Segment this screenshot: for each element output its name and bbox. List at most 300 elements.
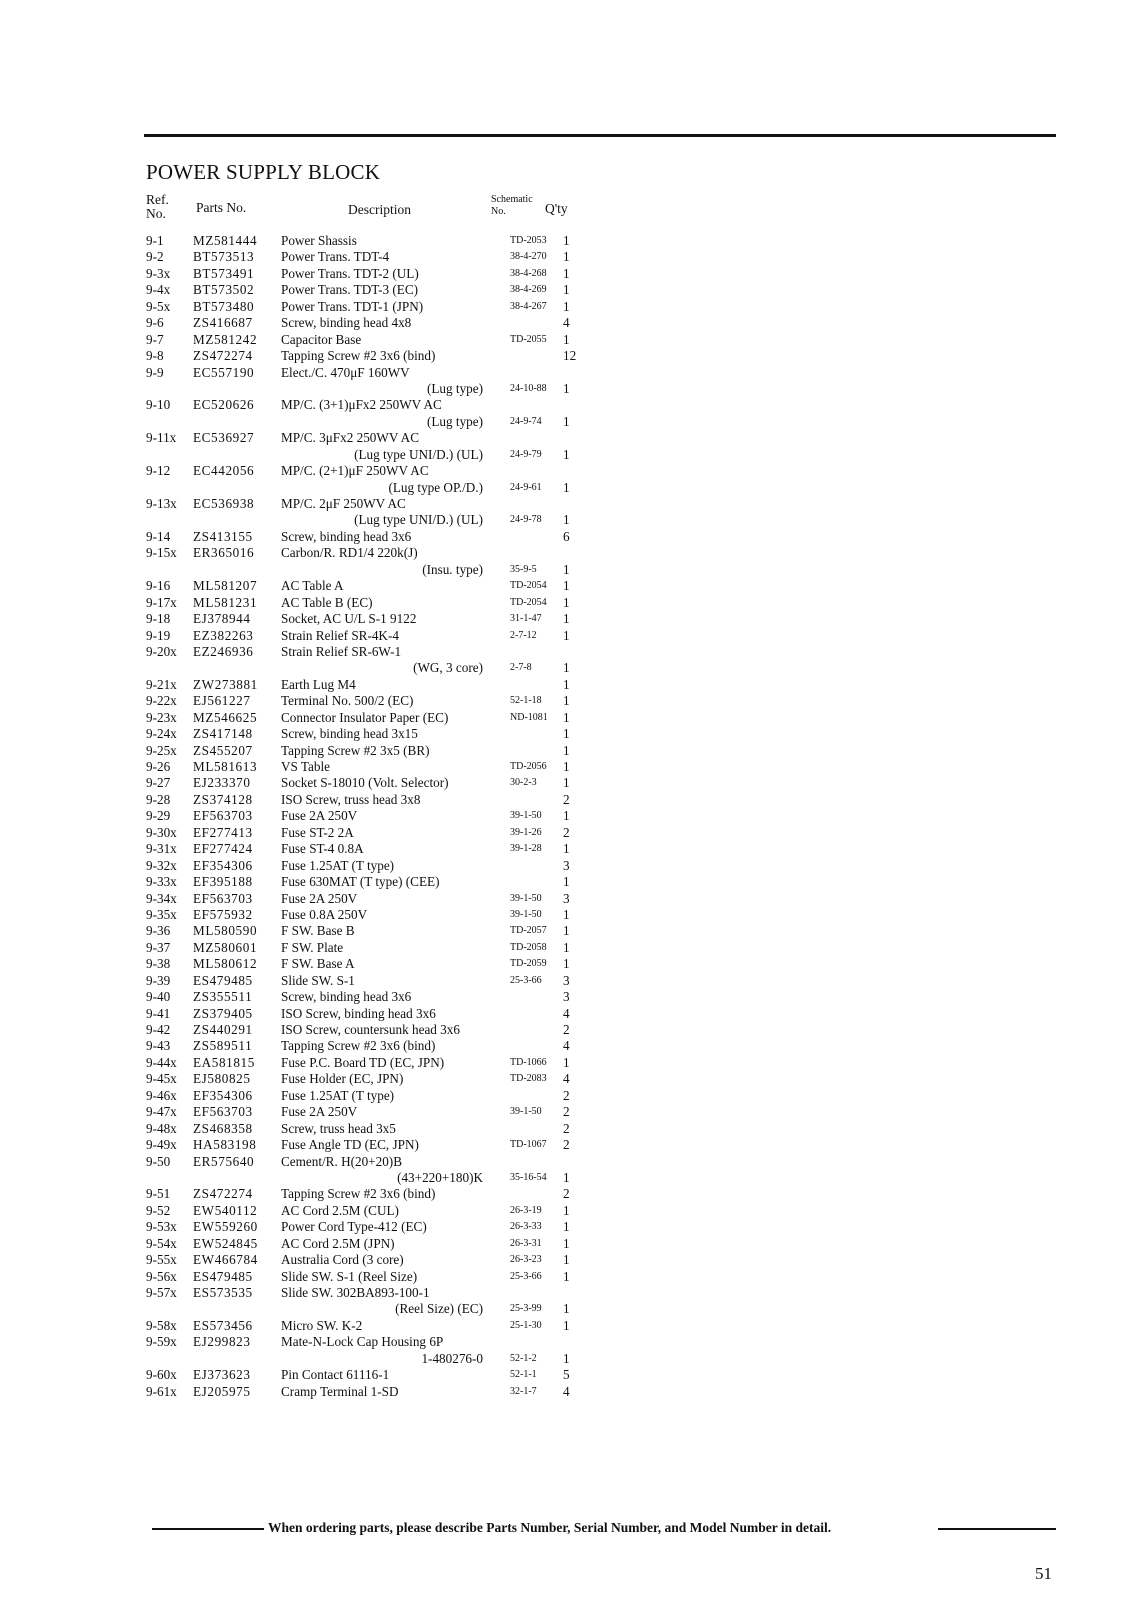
parts-no-cell: ZS374128 — [193, 791, 253, 807]
description-cell: AC Cord 2.5M (CUL) — [281, 1202, 399, 1218]
table-row — [0, 1252, 600, 1268]
description-cell: Earth Lug M4 — [281, 676, 356, 692]
schematic-no-cell: 35-9-5 — [510, 563, 537, 575]
parts-no-cell: EF575932 — [193, 906, 253, 922]
schematic-no-cell: TD-2058 — [510, 941, 547, 953]
table-row — [0, 397, 600, 413]
parts-no-cell: ER365016 — [193, 545, 255, 561]
description-cell: Fuse Holder (EC, JPN) — [281, 1071, 404, 1087]
description-cell: F SW. Plate — [281, 939, 344, 955]
table-row — [0, 578, 600, 594]
description-cell: Socket, AC U/L S-1 9122 — [281, 611, 417, 627]
table-row — [0, 1170, 600, 1186]
qty-cell: 1 — [563, 1301, 570, 1317]
qty-cell: 1 — [563, 298, 570, 314]
description-cell: (Lug type) — [426, 380, 483, 396]
schematic-no-cell: 24-9-61 — [510, 481, 542, 493]
schematic-no-cell: 26-3-31 — [510, 1237, 542, 1249]
qty-cell: 1 — [563, 726, 570, 742]
parts-no-cell: MZ581242 — [193, 331, 258, 347]
ref-cell: 9-46x — [146, 1087, 177, 1103]
qty-cell: 1 — [563, 1054, 570, 1070]
description-cell: Tapping Screw #2 3x6 (bind) — [281, 348, 436, 364]
schematic-no-cell: TD-2059 — [510, 958, 547, 970]
parts-no-cell: ZS455207 — [193, 742, 253, 758]
ref-cell: 9-16 — [146, 578, 171, 594]
schematic-no-cell: 24-9-74 — [510, 415, 542, 427]
parts-no-cell: EF277413 — [193, 824, 253, 840]
ref-cell: 9-56x — [146, 1268, 177, 1284]
ref-cell: 9-34x — [146, 890, 177, 906]
ref-cell: 9-17x — [146, 594, 177, 610]
qty-cell: 1 — [563, 676, 570, 692]
qty-cell: 1 — [563, 1350, 570, 1366]
schematic-no-cell: 38-4-269 — [510, 284, 547, 296]
description-cell: (WG, 3 core) — [413, 660, 483, 676]
description-cell: Fuse ST-2 2A — [281, 824, 354, 840]
table-row — [0, 381, 600, 397]
ref-cell: 9-29 — [146, 808, 171, 824]
qty-cell: 2 — [563, 1087, 570, 1103]
qty-cell: 1 — [563, 479, 570, 495]
qty-cell: 1 — [563, 282, 570, 298]
qty-cell: 1 — [563, 561, 570, 577]
parts-no-cell: EF395188 — [193, 874, 253, 890]
qty-cell: 5 — [563, 1367, 570, 1383]
qty-cell: 2 — [563, 1137, 570, 1153]
table-row — [0, 973, 600, 989]
ref-cell: 9-8 — [146, 348, 164, 364]
table-row — [0, 1351, 600, 1367]
schematic-no-cell: TD-2083 — [510, 1073, 547, 1085]
header-schematic-no: Schematic No. — [491, 194, 533, 217]
ref-cell: 9-48x — [146, 1120, 177, 1136]
qty-cell: 4 — [563, 1005, 570, 1021]
schematic-no-cell: 25-3-66 — [510, 974, 542, 986]
table-row — [0, 759, 600, 775]
ref-cell: 9-19 — [146, 627, 171, 643]
table-row — [0, 562, 600, 578]
qty-cell: 1 — [563, 249, 570, 265]
qty-cell: 2 — [563, 824, 570, 840]
table-row — [0, 1384, 600, 1400]
table-row — [0, 726, 600, 742]
qty-cell: 1 — [563, 939, 570, 955]
qty-cell: 1 — [563, 808, 570, 824]
qty-cell: 1 — [563, 956, 570, 972]
qty-cell: 1 — [563, 413, 570, 429]
table-row — [0, 332, 600, 348]
ref-cell: 9-41 — [146, 1005, 171, 1021]
footer-rule-right — [938, 1528, 1056, 1530]
ref-cell: 9-15x — [146, 545, 177, 561]
description-cell: AC Cord 2.5M (JPN) — [281, 1235, 395, 1251]
ref-cell: 9-27 — [146, 775, 171, 791]
description-cell: Strain Relief SR-6W-1 — [281, 643, 402, 659]
description-cell: ISO Screw, truss head 3x8 — [281, 791, 421, 807]
qty-cell: 1 — [563, 1317, 570, 1333]
ref-cell: 9-30x — [146, 824, 177, 840]
ref-cell: 9-32x — [146, 857, 177, 873]
ref-cell: 9-9 — [146, 364, 164, 380]
description-cell: (Reel Size) (EC) — [395, 1301, 483, 1317]
header-description: Description — [348, 202, 411, 217]
qty-cell: 12 — [563, 348, 577, 364]
table-row — [0, 1088, 600, 1104]
table-row — [0, 956, 600, 972]
ref-cell: 9-24x — [146, 726, 177, 742]
table-row — [0, 480, 600, 496]
parts-no-cell: ML580612 — [193, 956, 258, 972]
schematic-no-cell: TD-2055 — [510, 333, 547, 345]
parts-no-cell: ZS416687 — [193, 315, 253, 331]
description-cell: Fuse 1.25AT (T type) — [281, 1087, 395, 1103]
table-row — [0, 743, 600, 759]
description-cell: ISO Screw, binding head 3x6 — [281, 1005, 436, 1021]
qty-cell: 1 — [563, 380, 570, 396]
description-cell: Fuse Angle TD (EC, JPN) — [281, 1137, 419, 1153]
qty-cell: 1 — [563, 759, 570, 774]
qty-cell: 2 — [563, 1022, 570, 1037]
table-row — [0, 1236, 600, 1252]
table-row — [0, 463, 600, 479]
qty-cell: 1 — [563, 1219, 570, 1235]
parts-no-cell: EJ561227 — [193, 693, 251, 709]
ref-cell: 9-45x — [146, 1071, 177, 1087]
table-row — [0, 1203, 600, 1219]
description-cell: Mate-N-Lock Cap Housing 6P — [281, 1334, 444, 1350]
qty-cell: 1 — [563, 775, 570, 791]
description-cell: Fuse 1.25AT (T type) — [281, 857, 395, 873]
description-cell: (Lug type UNI/D.) (UL) — [354, 512, 483, 528]
description-cell: AC Table A — [281, 578, 344, 594]
qty-cell: 2 — [563, 1120, 570, 1136]
ref-cell: 9-52 — [146, 1202, 171, 1218]
table-row — [0, 282, 600, 298]
ref-cell: 9-14 — [146, 528, 171, 544]
table-row — [0, 923, 600, 939]
table-row — [0, 414, 600, 430]
schematic-no-cell: TD-2054 — [510, 596, 547, 608]
qty-cell: 1 — [563, 1235, 570, 1251]
ref-cell: 9-61x — [146, 1383, 177, 1399]
schematic-no-cell: 39-1-26 — [510, 826, 542, 838]
qty-cell: 1 — [563, 923, 570, 939]
ref-cell: 9-58x — [146, 1317, 177, 1333]
table-row — [0, 447, 600, 463]
description-cell: MP/C. 3μFx2 250WV AC — [281, 430, 419, 446]
parts-no-cell: ER575640 — [193, 1153, 255, 1169]
parts-no-cell: ZS440291 — [193, 1022, 253, 1037]
table-row — [0, 644, 600, 660]
description-cell: Capacitor Base — [281, 331, 362, 347]
table-row — [0, 249, 600, 265]
schematic-no-cell: 35-16-54 — [510, 1171, 547, 1183]
parts-no-cell: EJ299823 — [193, 1334, 251, 1350]
qty-cell: 1 — [563, 578, 570, 594]
qty-cell: 4 — [563, 1038, 570, 1054]
description-cell: Fuse 2A 250V — [281, 890, 358, 906]
ref-cell: 9-20x — [146, 643, 177, 659]
parts-no-cell: ZS355511 — [193, 989, 253, 1005]
qty-cell: 2 — [563, 1186, 570, 1202]
parts-no-cell: ML581231 — [193, 594, 258, 610]
schematic-no-cell: 39-1-50 — [510, 810, 542, 822]
parts-no-cell: EW524845 — [193, 1235, 258, 1251]
ref-cell: 9-31x — [146, 841, 177, 857]
description-cell: Fuse 0.8A 250V — [281, 906, 368, 922]
parts-no-cell: ZS589511 — [193, 1038, 253, 1054]
schematic-no-cell: 39-1-28 — [510, 843, 542, 855]
schematic-no-cell: 25-3-66 — [510, 1270, 542, 1282]
qty-cell: 2 — [563, 791, 570, 807]
table-row — [0, 1022, 600, 1038]
parts-no-cell: ML581613 — [193, 759, 258, 774]
table-row — [0, 1334, 600, 1350]
section-title: POWER SUPPLY BLOCK — [146, 160, 381, 184]
parts-no-cell: EZ246936 — [193, 643, 254, 659]
description-cell: Australia Cord (3 core) — [281, 1252, 404, 1268]
qty-cell: 4 — [563, 1071, 570, 1087]
description-cell: (43+220+180)K — [397, 1169, 483, 1185]
schematic-no-cell: 2-7-12 — [510, 629, 537, 641]
description-cell: ISO Screw, countersunk head 3x6 — [281, 1022, 460, 1037]
description-cell: MP/C. 2μF 250WV AC — [281, 496, 406, 511]
ref-cell: 9-7 — [146, 331, 164, 347]
description-cell: Micro SW. K-2 — [281, 1317, 363, 1333]
parts-no-cell: EW540112 — [193, 1202, 258, 1218]
description-cell: Power Cord Type-412 (EC) — [281, 1219, 427, 1235]
table-row — [0, 1038, 600, 1054]
parts-no-cell: EC442056 — [193, 463, 255, 479]
parts-no-cell: BT573480 — [193, 298, 255, 314]
parts-no-cell: ZW273881 — [193, 676, 258, 692]
ref-cell: 9-26 — [146, 759, 171, 774]
description-cell: MP/C. (3+1)μFx2 250WV AC — [281, 397, 442, 413]
table-row — [0, 792, 600, 808]
description-cell: Carbon/R. RD1/4 220k(J) — [281, 545, 418, 561]
table-row — [0, 348, 600, 364]
schematic-no-cell: 39-1-50 — [510, 908, 542, 920]
schematic-no-cell: 24-10-88 — [510, 382, 547, 394]
parts-no-cell: EF563703 — [193, 808, 253, 824]
qty-cell: 1 — [563, 841, 570, 857]
table-row — [0, 1318, 600, 1334]
table-row — [0, 1219, 600, 1235]
parts-no-cell: EC536927 — [193, 430, 255, 446]
ref-cell: 9-2 — [146, 249, 164, 265]
parts-table — [0, 233, 600, 1400]
ref-cell: 9-33x — [146, 874, 177, 890]
ref-cell: 9-6 — [146, 315, 164, 331]
description-cell: VS Table — [281, 759, 331, 774]
ref-cell: 9-47x — [146, 1104, 177, 1120]
ref-cell: 9-28 — [146, 791, 171, 807]
table-row — [0, 365, 600, 381]
table-row — [0, 775, 600, 791]
ref-cell: 9-54x — [146, 1235, 177, 1251]
parts-no-cell: ZS413155 — [193, 528, 253, 544]
schematic-no-cell: TD-1066 — [510, 1056, 547, 1068]
parts-no-cell: BT573502 — [193, 282, 255, 298]
table-row — [0, 595, 600, 611]
table-row — [0, 1301, 600, 1317]
ref-cell: 9-35x — [146, 906, 177, 922]
description-cell: Cramp Terminal 1-SD — [281, 1383, 399, 1399]
ref-cell: 9-37 — [146, 939, 171, 955]
parts-no-cell: MZ581444 — [193, 233, 258, 248]
ref-cell: 9-50 — [146, 1153, 171, 1169]
table-row — [0, 496, 600, 512]
qty-cell: 3 — [563, 972, 570, 988]
ref-cell: 9-59x — [146, 1334, 177, 1350]
table-row — [0, 233, 600, 249]
schematic-no-cell: 39-1-50 — [510, 1106, 542, 1118]
table-row — [0, 891, 600, 907]
schematic-no-cell: 38-4-270 — [510, 251, 547, 263]
parts-no-cell: ES479485 — [193, 972, 253, 988]
ref-cell: 9-39 — [146, 972, 171, 988]
description-cell: Strain Relief SR-4K-4 — [281, 627, 399, 643]
schematic-no-cell: TD-2053 — [510, 235, 547, 246]
parts-no-cell: MZ546625 — [193, 709, 258, 725]
schematic-no-cell: 39-1-50 — [510, 892, 542, 904]
qty-cell: 1 — [563, 594, 570, 610]
description-cell: Power Shassis — [281, 233, 357, 248]
ref-cell: 9-22x — [146, 693, 177, 709]
parts-no-cell: ES573535 — [193, 1285, 253, 1300]
parts-no-cell: EJ378944 — [193, 611, 251, 627]
description-cell: Screw, binding head 3x15 — [281, 726, 418, 742]
table-row — [0, 907, 600, 923]
table-row — [0, 808, 600, 824]
qty-cell: 1 — [563, 742, 570, 758]
ref-cell: 9-51 — [146, 1186, 171, 1202]
table-row — [0, 299, 600, 315]
table-row — [0, 529, 600, 545]
ref-cell: 9-11x — [146, 430, 177, 446]
ref-cell: 9-13x — [146, 496, 177, 511]
description-cell: Tapping Screw #2 3x5 (BR) — [281, 742, 430, 758]
table-row — [0, 1137, 600, 1153]
qty-cell: 3 — [563, 890, 570, 906]
description-cell: AC Table B (EC) — [281, 594, 373, 610]
schematic-no-cell: ND-1081 — [510, 711, 548, 723]
description-cell: Pin Contact 61116-1 — [281, 1367, 390, 1383]
table-row — [0, 1269, 600, 1285]
description-cell: Fuse 2A 250V — [281, 1104, 358, 1120]
qty-cell: 2 — [563, 1104, 570, 1120]
footer-rule-left — [152, 1528, 264, 1530]
footer-note: When ordering parts, please describe Parts Number, Serial Number, and Model Number in detail. — [268, 1520, 832, 1535]
description-cell: Tapping Screw #2 3x6 (bind) — [281, 1038, 436, 1054]
parts-no-cell: EF563703 — [193, 1104, 253, 1120]
schematic-no-cell: 30-2-3 — [510, 777, 537, 789]
description-cell: Slide SW. S-1 — [281, 972, 355, 988]
parts-no-cell: BT573491 — [193, 265, 255, 281]
schematic-no-cell: 26-3-19 — [510, 1204, 542, 1216]
header-ref-no: Ref. No. — [146, 192, 169, 221]
qty-cell: 1 — [563, 331, 570, 347]
parts-no-cell: ES479485 — [193, 1268, 253, 1284]
table-row — [0, 693, 600, 709]
parts-no-cell: ML580590 — [193, 923, 258, 939]
description-cell: (Lug type UNI/D.) (UL) — [354, 446, 483, 462]
description-cell: Fuse 2A 250V — [281, 808, 358, 824]
table-row — [0, 1154, 600, 1170]
ref-cell: 9-18 — [146, 611, 171, 627]
table-row — [0, 611, 600, 627]
schematic-no-cell: 2-7-8 — [510, 662, 532, 674]
schematic-no-cell: TD-2054 — [510, 580, 547, 592]
ref-cell: 9-3x — [146, 265, 171, 281]
parts-no-cell: EJ373623 — [193, 1367, 251, 1383]
table-row — [0, 1121, 600, 1137]
parts-no-cell: HA583198 — [193, 1137, 257, 1153]
description-cell: F SW. Base B — [281, 923, 355, 939]
ref-cell: 9-5x — [146, 298, 171, 314]
parts-no-cell: EW559260 — [193, 1219, 258, 1235]
description-cell: Screw, binding head 4x8 — [281, 315, 412, 331]
table-row — [0, 858, 600, 874]
description-cell: Slide SW. S-1 (Reel Size) — [281, 1268, 418, 1284]
ref-cell: 9-44x — [146, 1054, 177, 1070]
parts-no-cell: EF354306 — [193, 1087, 253, 1103]
ref-cell: 9-36 — [146, 923, 171, 939]
schematic-no-cell: 38-4-268 — [510, 267, 547, 279]
schematic-no-cell: 52-1-2 — [510, 1352, 537, 1364]
description-cell: Screw, binding head 3x6 — [281, 989, 412, 1005]
qty-cell: 1 — [563, 693, 570, 709]
parts-no-cell: EJ233370 — [193, 775, 251, 791]
qty-cell: 1 — [563, 512, 570, 528]
description-cell: Connector Insulator Paper (EC) — [281, 709, 449, 725]
qty-cell: 1 — [563, 627, 570, 643]
parts-no-cell: EF277424 — [193, 841, 253, 857]
qty-cell: 1 — [563, 265, 570, 281]
schematic-no-cell: 25-1-30 — [510, 1319, 542, 1331]
description-cell: (Insu. type) — [422, 561, 483, 577]
description-cell: Terminal No. 500/2 (EC) — [281, 693, 414, 709]
description-cell: MP/C. (2+1)μF 250WV AC — [281, 463, 429, 479]
parts-no-cell: ZS417148 — [193, 726, 253, 742]
qty-cell: 1 — [563, 709, 570, 725]
qty-cell: 1 — [563, 233, 570, 248]
table-row — [0, 315, 600, 331]
ref-cell: 9-10 — [146, 397, 171, 413]
parts-no-cell: MZ580601 — [193, 939, 258, 955]
table-row — [0, 1186, 600, 1202]
table-row — [0, 874, 600, 890]
schematic-no-cell: TD-2057 — [510, 925, 547, 937]
description-cell: Fuse P.C. Board TD (EC, JPN) — [281, 1054, 445, 1070]
table-row — [0, 1055, 600, 1071]
table-row — [0, 1006, 600, 1022]
table-row — [0, 266, 600, 282]
header-parts-no: Parts No. — [196, 200, 247, 215]
description-cell: Elect./C. 470μF 160WV — [281, 364, 410, 380]
ref-cell: 9-55x — [146, 1252, 177, 1268]
parts-no-cell: EC557190 — [193, 364, 255, 380]
description-cell: (Lug type) — [426, 413, 483, 429]
schematic-no-cell: 52-1-18 — [510, 695, 542, 707]
table-row — [0, 825, 600, 841]
description-cell: Power Trans. TDT-3 (EC) — [281, 282, 419, 298]
ref-cell: 9-4x — [146, 282, 171, 298]
description-cell: Power Trans. TDT-4 — [281, 249, 390, 265]
table-row — [0, 660, 600, 676]
qty-cell: 1 — [563, 906, 570, 922]
